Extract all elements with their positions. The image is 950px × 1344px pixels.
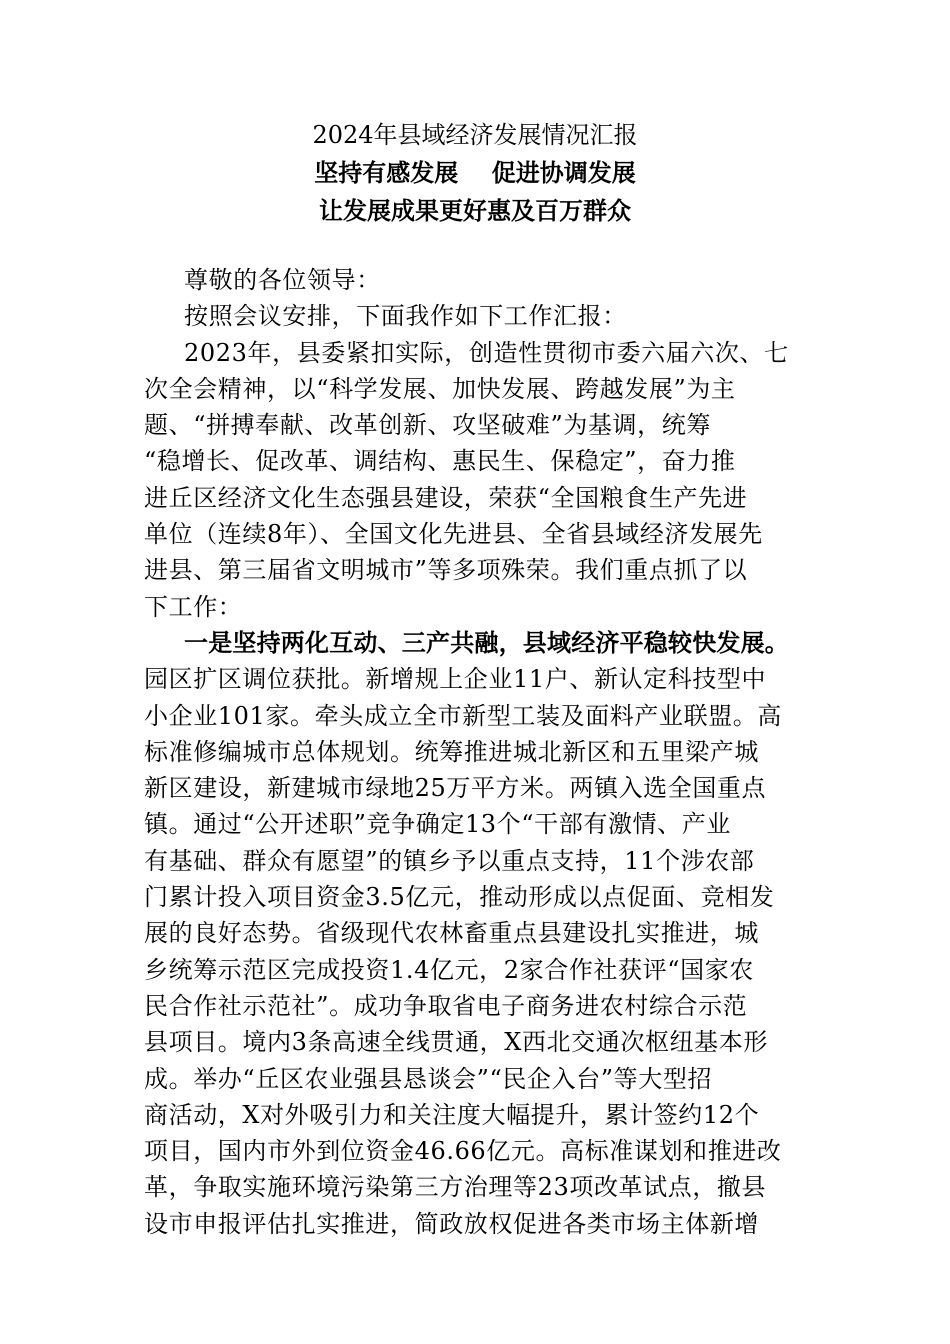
section-line: 门累计投入项目资金3.5亿元，推动形成以点促面、竞相发: [144, 883, 775, 912]
document-subtitle-2: 让发展成果更好惠及百万群众: [319, 197, 631, 225]
paragraph-line: 单位（连续8年）、全国文化先进县、全省县域经济发展先: [144, 520, 763, 549]
document-subtitle-1: 坚持有感发展 促进协调发展: [314, 159, 636, 187]
section-line: 革，争取实施环境污染第三方治理等23项改革试点，撤县: [144, 1173, 767, 1202]
document-body: [144, 262, 808, 1242]
section-line: 民合作社示范社”。成功争取省电子商务进农村综合示范: [144, 991, 748, 1020]
section-line: 设市申报评估扎实推进，简政放权促进各类市场主体新增: [144, 1209, 759, 1238]
paragraph-line: 下工作：: [144, 592, 243, 621]
section-line: 小企业101家。牵头成立全市新型工装及面料产业联盟。高: [144, 701, 783, 730]
section-line: 有基础、群众有愿望”的镇乡予以重点支持，11个涉农部: [144, 846, 755, 875]
section-line: 展的良好态势。省级现代农林畜重点县建设扎实推进，城: [144, 919, 759, 948]
section-line: 新区建设，新建城市绿地25万平方米。两镇入选全国重点: [144, 774, 767, 803]
paragraph-line: 2023年，县委紧扣实际，创造性贯彻市委六届六次、七: [184, 338, 789, 367]
section-line: 县项目。境内3条高速全线贯通，X西北交通次枢纽基本形: [144, 1028, 768, 1057]
paragraph-line: 题、“拼搏奉献、改革创新、攻坚破难”为基调，统筹: [144, 411, 711, 440]
section-line: 乡统筹示范区完成投资1.4亿元，2家合作社获评“国家农: [144, 955, 754, 984]
paragraph-line: 进丘区经济文化生态强县建设，荣获“全国粮食生产先进: [144, 483, 748, 512]
intro-line: 按照会议安排，下面我作如下工作汇报：: [184, 302, 627, 331]
section-line: 成。举办“丘区农业强县恳谈会”“民企入台”等大型招: [144, 1064, 713, 1093]
section-line: 镇。通过“公开述职”竞争确定13个“干部有激情、产业: [144, 810, 731, 839]
section-heading: 一是坚持两化互动、三产共融，县域经济平稳较快发展。: [184, 628, 789, 657]
paragraph-line: 次全会精神，以“科学发展、加快发展、跨越发展”为主: [144, 374, 736, 403]
paragraph-line: 进县、第三届省文明城市”等多项殊荣。我们重点抓了以: [144, 556, 748, 585]
section-line: 标准修编城市总体规划。统筹推进城北新区和五里梁产城: [144, 737, 759, 766]
section-line: 园区扩区调位获批。新增规上企业11户、新认定科技型中: [144, 665, 767, 694]
document-title: 2024年县域经济发展情况汇报: [312, 121, 638, 149]
salutation: 尊敬的各位领导：: [184, 266, 381, 294]
section-line: 商活动，X对外吸引力和关注度大幅提升，累计签约12个: [144, 1100, 760, 1129]
section-line: 项目，国内市外到位资金46.66亿元。高标准谋划和推进改: [144, 1137, 782, 1166]
title-block: [0, 116, 950, 230]
paragraph-line: “稳增长、促改革、调结构、惠民生、保稳定”，奋力推: [144, 447, 736, 476]
